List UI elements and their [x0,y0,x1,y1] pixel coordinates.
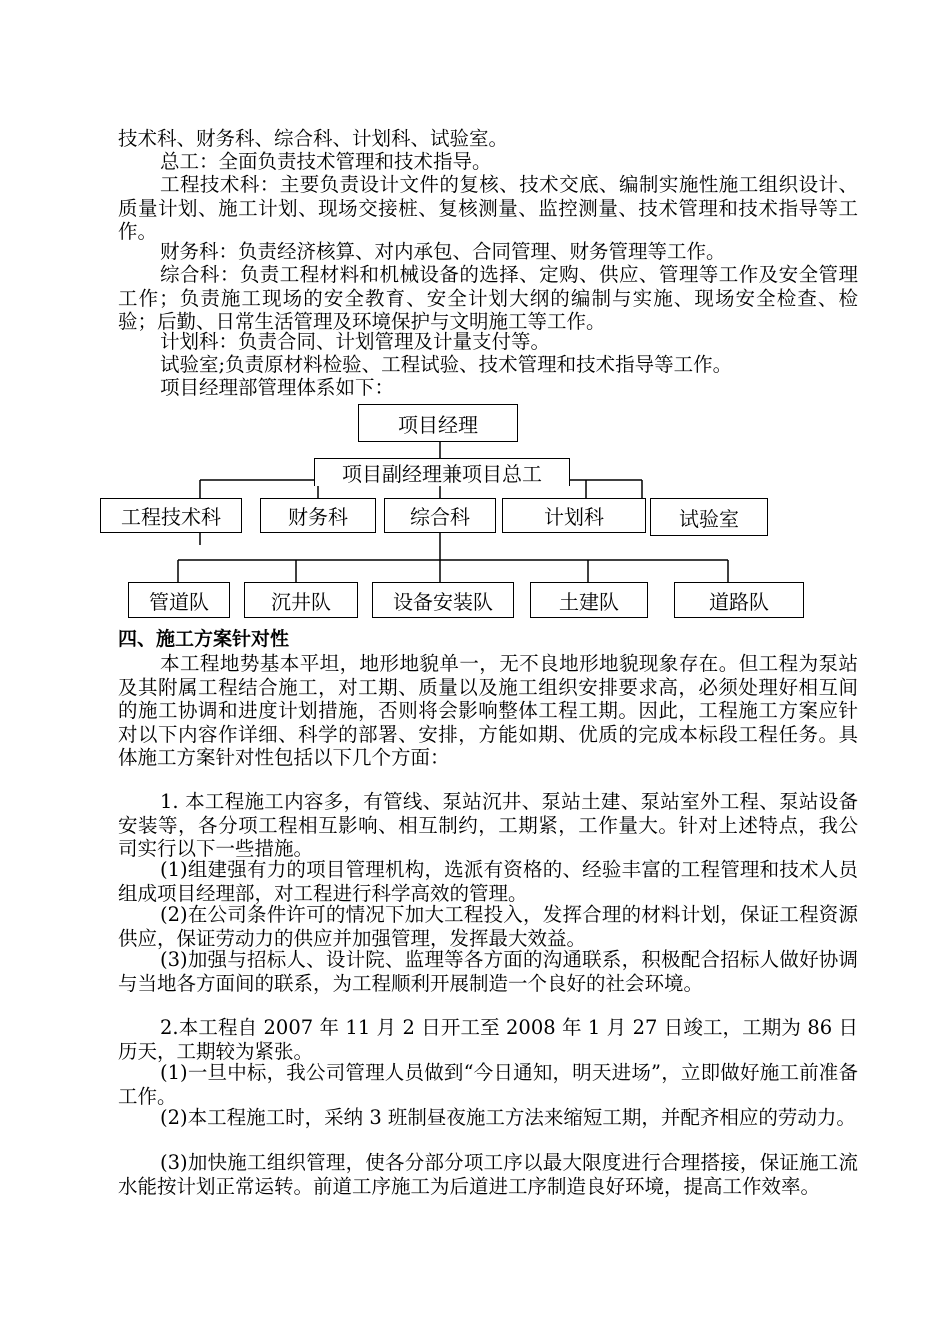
org-box-dept-planning [502,498,646,533]
section-heading: 四、施工方案针对性 [118,628,290,650]
org-box-dept-lab [650,498,768,536]
org-label-team-civil: 土建队 [559,589,619,614]
org-box-project-manager [358,404,518,442]
org-label-dept-finance: 财务科 [288,505,348,529]
org-label-team-pipeline: 管道队 [149,589,209,614]
org-label-team-road: 道路队 [709,589,769,614]
paragraph-item-2-1: (1)一旦中标，我公司管理人员做到“今日通知，明天进场”，立即做好施工前准备工作。 [118,1061,858,1108]
paragraph-item-2-2: (2)本工程施工时，采纳 3 班制昼夜施工方法来缩短工期，并配齐相应的劳动力。 [160,1106,856,1129]
org-label-dept-lab: 试验室 [679,506,739,531]
paragraph-item-1-1: (1)组建强有力的项目管理机构，选派有资格的、经验丰富的工程管理和技术人员组成项目经理部，对工程进行科学高效的管理。 [118,858,858,905]
org-box-deputy-manager [314,458,570,486]
org-box-team-caisson [244,582,358,618]
org-box-team-road [674,582,804,618]
paragraph-general-dept: 综合科：负责工程材料和机械设备的选择、定购、供应、管理等工作及安全管理工作；负责施工现场的安全教育、安全计划大纲的编制与实施、现场安全检查、检验；后勤、日常生活管理及环境保护与文明施工等工作。 [118,263,858,333]
org-label-dept-planning: 计划科 [544,505,604,529]
paragraph-item-2-3: (3)加快施工组织管理，使各分部分项工序以最大限度进行合理搭接，保证施工流水能按计划正常运转。前道工序施工为后道进工序制造良好环境，提高工作效率。 [118,1151,858,1198]
org-label-team-caisson: 沉井队 [271,589,331,614]
org-label-deputy-manager: 项目副经理兼项目总工 [342,462,542,486]
paragraph-planning-dept: 计划科：负责合同、计划管理及计量支付等。 [160,330,551,353]
org-box-team-equipment [372,582,514,618]
paragraph-dept-list: 技术科、财务科、综合科、计划科、试验室。 [118,127,509,150]
paragraph-item-1-3: (3)加强与招标人、设计院、监理等各方面的沟通联系，积极配合招标人做好协调与当地各方面间的联系，为工程顺利开展制造一个良好的社会环境。 [118,948,858,995]
paragraph-overview: 本工程地势基本平坦，地形地貌单一，无不良地形地貌现象存在。但工程为泵站及其附属工程结合施工，对工期、质量以及施工组织安排要求高，必须处理好相互间的施工协调和进度计划措施，否则将会影响整体工程工期。因此，工程施工方案应针对以下内容作详细、科学的部署、安排，方能如期、优质的完成本标段工程任务。具体施工方案针对性包括以下几个方面： [118,652,858,769]
org-box-dept-general [384,498,496,533]
paragraph-tech-dept: 工程技术科：主要负责设计文件的复核、技术交底、编制实施性施工组织设计、质量计划、施工计划、现场交接桩、复核测量、监控测量、技术管理和技术指导等工作。 [118,173,858,243]
org-label-dept-tech: 工程技术科 [121,505,221,529]
org-box-dept-finance [260,498,376,533]
paragraph-item-1: 1. 本工程施工内容多，有管线、泵站沉井、泵站土建、泵站室外工程、泵站设备安装等，各分项工程相互影响、相互制约，工期紧，工作量大。针对上述特点，我公司实行以下一些措施。 [118,790,858,860]
paragraph-lab: 试验室;负责原材料检验、工程试验、技术管理和技术指导等工作。 [160,353,733,376]
org-chart-connectors [0,0,950,640]
paragraph-item-2: 2.本工程自 2007 年 11 月 2 日开工至 2008 年 1 月 27 日竣工，工期为 86 日历天，工期较为紧张。 [118,1016,858,1063]
org-label-team-equipment: 设备安装队 [393,589,493,614]
paragraph-item-1-2: (2)在公司条件许可的情况下加大工程投入，发挥合理的材料计划，保证工程资源供应，保证劳动力的供应并加强管理，发挥最大效益。 [118,903,858,950]
paragraph-org-intro: 项目经理部管理体系如下： [160,376,395,399]
org-box-team-civil [530,582,648,618]
paragraph-finance-dept: 财务科：负责经济核算、对内承包、合同管理、财务管理等工作。 [160,240,726,263]
paragraph-chief-engineer: 总工：全面负责技术管理和技术指导。 [160,150,492,173]
org-label-project-manager: 项目经理 [398,412,478,437]
org-box-dept-tech [100,498,242,533]
org-box-team-pipeline [128,582,230,618]
org-label-dept-general: 综合科 [410,505,470,529]
